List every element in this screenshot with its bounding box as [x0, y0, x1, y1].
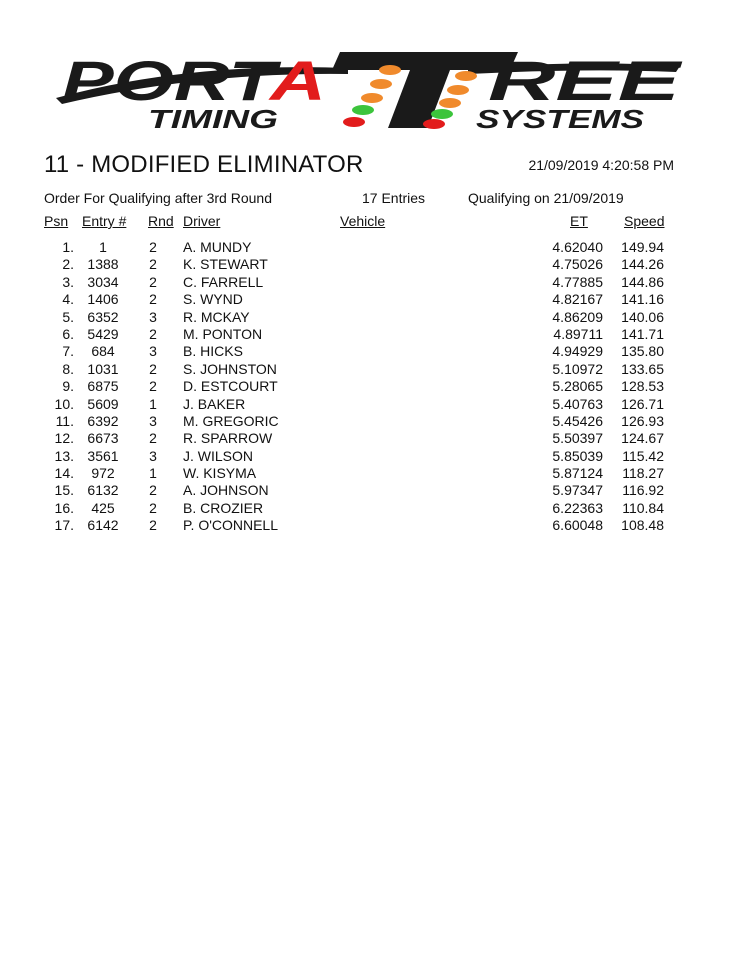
speed-cell: 126.71: [621, 395, 664, 412]
driver-cell: R. MCKAY: [183, 308, 250, 325]
round-cell: 2: [149, 378, 157, 395]
et-cell: 5.50397: [552, 430, 603, 447]
speed-cell: 126.93: [621, 412, 664, 429]
table-row: [0, 291, 742, 308]
table-row: [0, 517, 742, 534]
column-header-entry: Entry #: [82, 213, 127, 229]
qualifying-date: Qualifying on 21/09/2019: [468, 190, 624, 206]
driver-cell: P. O'CONNELL: [183, 517, 279, 534]
et-cell: 4.89711: [553, 325, 603, 342]
table-row: [0, 465, 742, 482]
et-cell: 4.77885: [552, 273, 603, 290]
logo-tagline-left: TIMING: [148, 104, 278, 134]
driver-cell: M. GREGORIC: [183, 412, 279, 429]
entry-number-cell: 1388: [87, 256, 119, 273]
driver-cell: K. STEWART: [183, 256, 268, 273]
porta-tree-logo: [48, 40, 688, 140]
position-cell: 1.: [62, 239, 74, 255]
driver-cell: R. SPARROW: [183, 430, 273, 447]
table-row: [0, 239, 742, 256]
column-header-vehicle: Vehicle: [340, 213, 386, 229]
logo-graphic: [48, 40, 688, 140]
position-cell: 16.: [54, 499, 74, 516]
et-cell: 5.10972: [552, 360, 603, 377]
speed-cell: 149.94: [621, 239, 664, 255]
et-cell: 5.87124: [552, 465, 603, 482]
speed-cell: 140.06: [621, 308, 664, 325]
light-orange-1: [379, 65, 401, 75]
et-cell: 4.86209: [552, 308, 603, 325]
entry-number-cell: 1031: [87, 360, 119, 377]
entry-number-cell: 6673: [87, 430, 119, 447]
table-row: [0, 343, 742, 360]
entry-number-cell: 972: [91, 465, 115, 482]
column-header-rnd: Rnd: [148, 213, 174, 229]
entry-number-cell: 6142: [87, 517, 119, 534]
position-cell: 4.: [62, 291, 74, 308]
speed-cell: 118.27: [622, 465, 664, 482]
table-row: [0, 482, 742, 499]
table-row: [0, 326, 742, 343]
position-cell: 9.: [62, 378, 74, 395]
round-cell: 1: [149, 395, 157, 412]
speed-cell: 141.71: [621, 325, 664, 342]
driver-cell: C. FARRELL: [183, 273, 264, 290]
driver-cell: S. JOHNSTON: [183, 360, 277, 377]
logo-tagline-right: SYSTEMS: [476, 104, 645, 134]
position-cell: 10.: [54, 395, 74, 412]
light-red-right: [423, 119, 445, 129]
table-row: [0, 396, 742, 413]
speed-cell: 144.86: [621, 273, 664, 290]
column-header-psn: Psn: [44, 213, 69, 229]
speed-cell: 141.16: [621, 291, 664, 308]
logo-word-right: REE: [488, 49, 683, 112]
et-cell: 5.97347: [552, 482, 603, 499]
round-cell: 3: [149, 412, 157, 429]
et-cell: 4.82167: [552, 291, 603, 308]
position-cell: 17.: [54, 517, 74, 534]
round-cell: 2: [149, 517, 157, 534]
et-cell: 5.40763: [552, 395, 603, 412]
speed-cell: 115.42: [622, 447, 664, 464]
driver-cell: J. BAKER: [183, 395, 246, 412]
entry-number-cell: 6875: [87, 378, 119, 395]
speed-cell: 124.67: [621, 430, 664, 447]
light-orange-4: [455, 71, 477, 81]
speed-cell: 110.84: [622, 499, 664, 516]
position-cell: 13.: [54, 447, 74, 464]
et-cell: 5.45426: [552, 412, 603, 429]
table-row: [0, 361, 742, 378]
round-cell: 2: [149, 291, 157, 308]
light-orange-5: [447, 85, 469, 95]
entry-number-cell: 6132: [87, 482, 119, 499]
round-cell: 2: [149, 482, 157, 499]
speed-cell: 144.26: [621, 256, 664, 273]
position-cell: 3.: [62, 273, 74, 290]
et-cell: 4.75026: [552, 256, 603, 273]
round-cell: 3: [149, 308, 157, 325]
driver-cell: M. PONTON: [183, 325, 263, 342]
position-cell: 15.: [54, 482, 74, 499]
entry-number-cell: 5429: [87, 325, 119, 342]
round-cell: 3: [149, 343, 157, 360]
table-row: [0, 378, 742, 395]
round-cell: 2: [149, 499, 157, 516]
round-cell: 2: [149, 325, 157, 342]
entry-number-cell: 1406: [87, 291, 119, 308]
driver-cell: B. HICKS: [183, 343, 243, 360]
light-orange-3: [361, 93, 383, 103]
et-cell: 6.60048: [552, 517, 603, 534]
round-cell: 2: [149, 430, 157, 447]
driver-cell: A. MUNDY: [183, 239, 252, 255]
light-red-left: [343, 117, 365, 127]
light-orange-2: [370, 79, 392, 89]
event-title: 11 - MODIFIED ELIMINATOR: [44, 151, 364, 178]
order-description: Order For Qualifying after 3rd Round: [44, 190, 272, 206]
position-cell: 11.: [55, 412, 74, 429]
round-cell: 3: [149, 447, 157, 464]
round-cell: 2: [149, 239, 157, 255]
table-row: [0, 430, 742, 447]
table-row: [0, 256, 742, 273]
driver-cell: A. JOHNSON: [183, 482, 269, 499]
round-cell: 2: [149, 256, 157, 273]
column-header-et: ET: [570, 213, 588, 229]
position-cell: 8.: [62, 360, 74, 377]
round-cell: 1: [149, 465, 157, 482]
entry-number-cell: 3034: [87, 273, 119, 290]
entry-number-cell: 425: [91, 499, 115, 516]
position-cell: 5.: [62, 308, 74, 325]
column-header-driver: Driver: [183, 213, 221, 229]
table-row: [0, 309, 742, 326]
light-green-right: [431, 109, 453, 119]
driver-cell: J. WILSON: [183, 447, 254, 464]
speed-cell: 133.65: [621, 360, 664, 377]
et-cell: 6.22363: [552, 499, 603, 516]
speed-cell: 108.48: [621, 517, 664, 534]
logo-word-left: PORT A: [62, 49, 311, 112]
position-cell: 6.: [62, 325, 74, 342]
driver-cell: S. WYND: [183, 291, 243, 308]
column-header-speed: Speed: [624, 213, 665, 229]
driver-cell: B. CROZIER: [183, 499, 264, 516]
position-cell: 7.: [62, 343, 74, 360]
round-cell: 2: [149, 273, 157, 290]
et-cell: 5.85039: [552, 447, 603, 464]
results-table: [0, 239, 742, 535]
table-row: [0, 274, 742, 291]
speed-cell: 116.92: [622, 482, 664, 499]
light-green-left: [352, 105, 374, 115]
table-row: [0, 448, 742, 465]
entries-count: 17 Entries: [362, 190, 426, 206]
print-timestamp: 21/09/2019 4:20:58 PM: [528, 157, 674, 173]
position-cell: 14.: [54, 465, 74, 482]
entry-number-cell: 6352: [87, 308, 119, 325]
et-cell: 4.94929: [552, 343, 603, 360]
entry-number-cell: 3561: [87, 447, 119, 464]
speed-cell: 128.53: [621, 378, 664, 395]
driver-cell: W. KISYMA: [183, 465, 257, 482]
entry-number-cell: 684: [91, 343, 115, 360]
entry-number-cell: 1: [99, 239, 107, 255]
driver-cell: D. ESTCOURT: [183, 378, 278, 395]
position-cell: 12.: [54, 430, 74, 447]
light-orange-6: [439, 98, 461, 108]
et-cell: 4.62040: [552, 239, 603, 255]
table-row: [0, 500, 742, 517]
table-row: [0, 413, 742, 430]
et-cell: 5.28065: [552, 378, 603, 395]
position-cell: 2.: [62, 256, 74, 273]
entry-number-cell: 6392: [87, 412, 119, 429]
round-cell: 2: [149, 360, 157, 377]
entry-number-cell: 5609: [87, 395, 119, 412]
speed-cell: 135.80: [621, 343, 664, 360]
